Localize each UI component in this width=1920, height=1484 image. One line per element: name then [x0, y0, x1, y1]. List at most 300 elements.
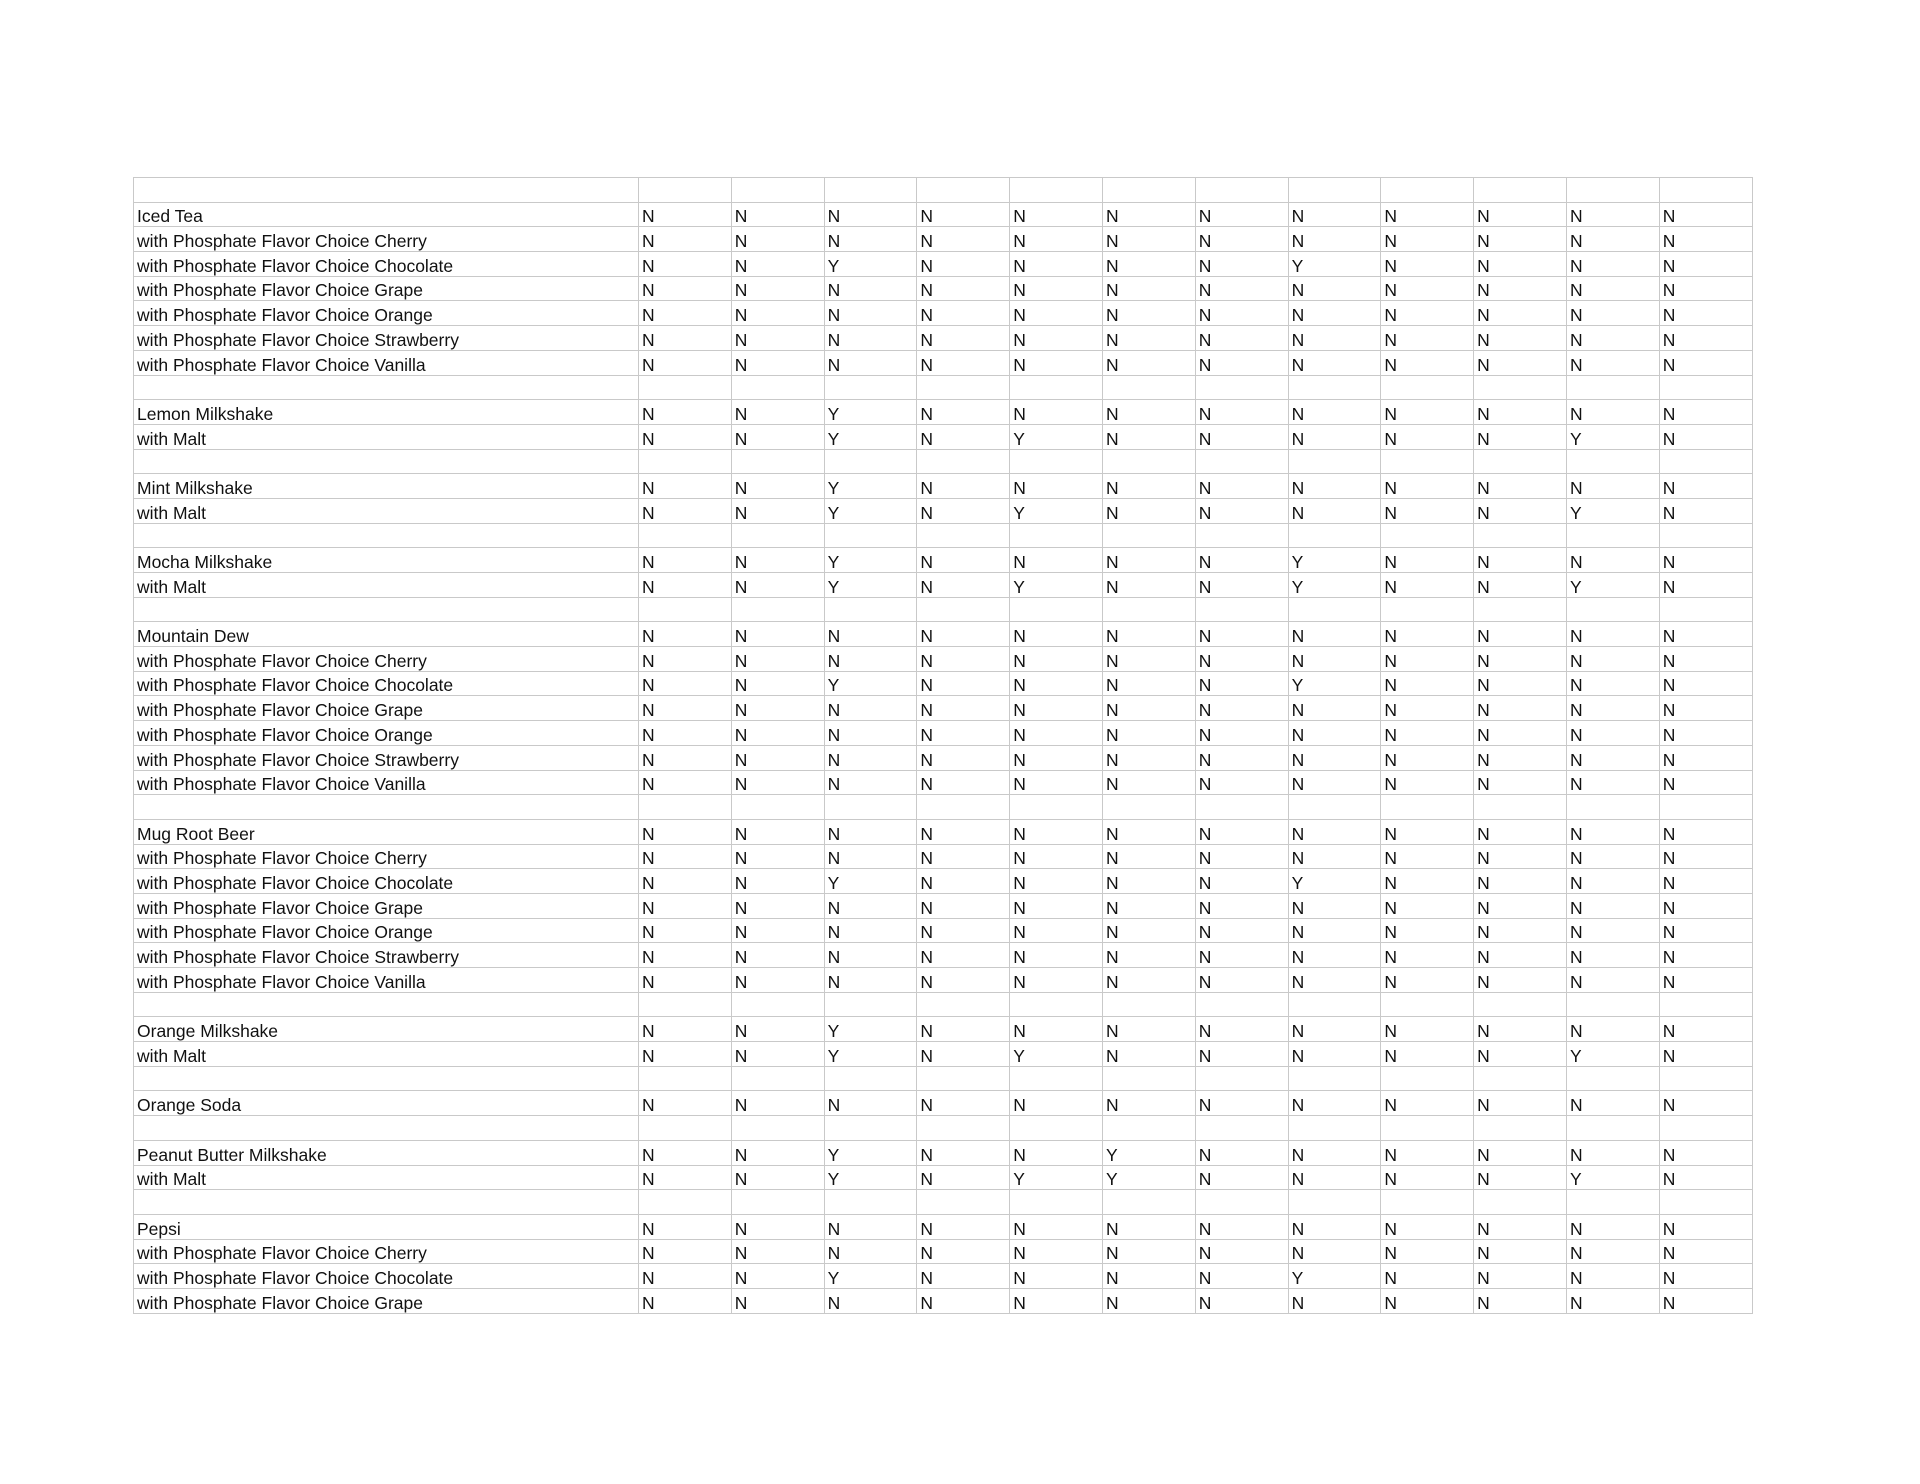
flag-cell: N: [1288, 1239, 1381, 1264]
flag-cell: N: [1195, 745, 1288, 770]
flag-cell: N: [1474, 1288, 1567, 1313]
flag-cell: N: [917, 622, 1010, 647]
flag-cell: N: [1566, 400, 1659, 425]
flag-cell: [1659, 1116, 1752, 1141]
flag-cell: N: [731, 424, 824, 449]
flag-cell: N: [1381, 943, 1474, 968]
flag-cell: [1288, 375, 1381, 400]
flag-cell: [1195, 1066, 1288, 1091]
flag-cell: [1010, 375, 1103, 400]
flag-cell: N: [1288, 745, 1381, 770]
flag-cell: [1010, 795, 1103, 820]
flag-cell: N: [1195, 400, 1288, 425]
flag-cell: N: [1288, 943, 1381, 968]
flag-cell: N: [731, 474, 824, 499]
flag-cell: N: [1381, 671, 1474, 696]
flag-cell: N: [1381, 893, 1474, 918]
item-name-cell: [134, 795, 639, 820]
flag-cell: N: [917, 301, 1010, 326]
table-row: [134, 968, 1753, 993]
spreadsheet-body: [134, 178, 1753, 1314]
flag-cell: [917, 992, 1010, 1017]
flag-cell: [824, 992, 917, 1017]
table-row: [134, 400, 1753, 425]
flag-cell: [1195, 992, 1288, 1017]
flag-cell: N: [1102, 918, 1195, 943]
flag-cell: N: [1381, 844, 1474, 869]
flag-cell: N: [731, 893, 824, 918]
flag-cell: [639, 375, 732, 400]
blank-row: [134, 375, 1753, 400]
flag-cell: N: [824, 819, 917, 844]
flag-cell: [1474, 597, 1567, 622]
flag-cell: [1102, 992, 1195, 1017]
flag-cell: N: [917, 400, 1010, 425]
flag-cell: N: [917, 1091, 1010, 1116]
table-row: [134, 1239, 1753, 1264]
flag-cell: N: [1010, 548, 1103, 573]
flag-cell: N: [1381, 573, 1474, 598]
flag-cell: N: [1102, 498, 1195, 523]
flag-cell: [1566, 178, 1659, 203]
table-row: [134, 1091, 1753, 1116]
blank-row: [134, 597, 1753, 622]
flag-cell: N: [1288, 498, 1381, 523]
flag-cell: N: [1288, 276, 1381, 301]
flag-cell: N: [1566, 696, 1659, 721]
flag-cell: Y: [1102, 1140, 1195, 1165]
flag-cell: N: [1566, 326, 1659, 351]
flag-cell: N: [731, 1165, 824, 1190]
flag-cell: N: [1010, 869, 1103, 894]
flag-cell: N: [1474, 1091, 1567, 1116]
flag-cell: N: [1659, 573, 1752, 598]
item-name-cell: with Phosphate Flavor Choice Grape: [134, 276, 639, 301]
flag-cell: N: [1474, 548, 1567, 573]
flag-cell: N: [1195, 573, 1288, 598]
flag-cell: N: [824, 918, 917, 943]
flag-cell: N: [1659, 671, 1752, 696]
table-row: [134, 696, 1753, 721]
flag-cell: N: [639, 1214, 732, 1239]
flag-cell: N: [731, 301, 824, 326]
flag-cell: N: [1381, 202, 1474, 227]
flag-cell: N: [1474, 1017, 1567, 1042]
flag-cell: N: [1102, 1214, 1195, 1239]
flag-cell: [1010, 1116, 1103, 1141]
flag-cell: N: [1010, 474, 1103, 499]
flag-cell: [1659, 1066, 1752, 1091]
flag-cell: N: [1381, 498, 1474, 523]
flag-cell: [1010, 597, 1103, 622]
flag-cell: N: [917, 1042, 1010, 1067]
item-name-cell: Mint Milkshake: [134, 474, 639, 499]
flag-cell: [1010, 449, 1103, 474]
flag-cell: N: [1195, 202, 1288, 227]
flag-cell: [731, 795, 824, 820]
flag-cell: Y: [824, 671, 917, 696]
blank-row: [134, 178, 1753, 203]
flag-cell: N: [1474, 844, 1567, 869]
flag-cell: N: [639, 202, 732, 227]
flag-cell: N: [1566, 1091, 1659, 1116]
table-row: [134, 1288, 1753, 1313]
flag-cell: N: [1381, 745, 1474, 770]
flag-cell: N: [1659, 326, 1752, 351]
flag-cell: N: [917, 1214, 1010, 1239]
flag-cell: [1381, 795, 1474, 820]
table-row: [134, 252, 1753, 277]
flag-cell: [1566, 597, 1659, 622]
flag-cell: N: [1102, 869, 1195, 894]
flag-cell: N: [1195, 276, 1288, 301]
flag-cell: N: [1102, 326, 1195, 351]
flag-cell: [639, 795, 732, 820]
flag-cell: N: [639, 400, 732, 425]
flag-cell: Y: [824, 1042, 917, 1067]
flag-cell: [824, 597, 917, 622]
flag-cell: N: [1195, 326, 1288, 351]
flag-cell: N: [1010, 350, 1103, 375]
flag-cell: N: [1659, 1264, 1752, 1289]
flag-cell: Y: [1566, 1165, 1659, 1190]
blank-row: [134, 523, 1753, 548]
flag-cell: N: [824, 227, 917, 252]
flag-cell: N: [1381, 696, 1474, 721]
flag-cell: N: [917, 671, 1010, 696]
flag-cell: [917, 1116, 1010, 1141]
flag-cell: N: [824, 1214, 917, 1239]
flag-cell: N: [731, 696, 824, 721]
flag-cell: N: [1381, 647, 1474, 672]
flag-cell: N: [1195, 696, 1288, 721]
flag-cell: [639, 523, 732, 548]
flag-cell: [1010, 178, 1103, 203]
flag-cell: N: [639, 918, 732, 943]
item-name-cell: with Phosphate Flavor Choice Chocolate: [134, 671, 639, 696]
flag-cell: N: [1102, 745, 1195, 770]
item-name-cell: with Malt: [134, 573, 639, 598]
flag-cell: [1195, 597, 1288, 622]
flag-cell: N: [1288, 893, 1381, 918]
flag-cell: Y: [824, 424, 917, 449]
flag-cell: [1102, 1066, 1195, 1091]
flag-cell: N: [1010, 1017, 1103, 1042]
flag-cell: N: [824, 1288, 917, 1313]
flag-cell: N: [917, 647, 1010, 672]
flag-cell: N: [1195, 1288, 1288, 1313]
flag-cell: N: [824, 301, 917, 326]
table-row: [134, 301, 1753, 326]
item-name-cell: Peanut Butter Milkshake: [134, 1140, 639, 1165]
flag-cell: [1195, 375, 1288, 400]
flag-cell: N: [1659, 1288, 1752, 1313]
flag-cell: [1381, 597, 1474, 622]
item-name-cell: with Phosphate Flavor Choice Cherry: [134, 647, 639, 672]
flag-cell: N: [731, 1042, 824, 1067]
flag-cell: N: [824, 770, 917, 795]
flag-cell: Y: [824, 252, 917, 277]
item-name-cell: Orange Milkshake: [134, 1017, 639, 1042]
blank-row: [134, 449, 1753, 474]
flag-cell: N: [1566, 943, 1659, 968]
flag-cell: N: [639, 671, 732, 696]
flag-cell: N: [1102, 622, 1195, 647]
flag-cell: [1010, 1066, 1103, 1091]
flag-cell: N: [1010, 1091, 1103, 1116]
blank-row: [134, 992, 1753, 1017]
flag-cell: Y: [824, 1017, 917, 1042]
item-name-cell: with Phosphate Flavor Choice Cherry: [134, 844, 639, 869]
flag-cell: Y: [1010, 424, 1103, 449]
flag-cell: N: [824, 1239, 917, 1264]
flag-cell: N: [1195, 548, 1288, 573]
table-row: [134, 350, 1753, 375]
flag-cell: N: [1659, 745, 1752, 770]
spreadsheet-table: [133, 177, 1753, 1314]
flag-cell: N: [824, 893, 917, 918]
flag-cell: N: [1288, 721, 1381, 746]
item-name-cell: with Phosphate Flavor Choice Cherry: [134, 1239, 639, 1264]
flag-cell: N: [1288, 350, 1381, 375]
flag-cell: N: [1566, 1288, 1659, 1313]
flag-cell: [1566, 1066, 1659, 1091]
flag-cell: Y: [824, 1140, 917, 1165]
item-name-cell: [134, 1190, 639, 1215]
flag-cell: N: [1474, 1042, 1567, 1067]
flag-cell: N: [639, 474, 732, 499]
flag-cell: [1474, 795, 1567, 820]
item-name-cell: with Phosphate Flavor Choice Chocolate: [134, 1264, 639, 1289]
flag-cell: N: [1381, 276, 1474, 301]
item-name-cell: with Phosphate Flavor Choice Grape: [134, 696, 639, 721]
blank-row: [134, 1066, 1753, 1091]
flag-cell: N: [1010, 844, 1103, 869]
flag-cell: N: [824, 1091, 917, 1116]
flag-cell: [731, 992, 824, 1017]
flag-cell: N: [1474, 968, 1567, 993]
flag-cell: Y: [1010, 498, 1103, 523]
flag-cell: N: [1474, 276, 1567, 301]
flag-cell: N: [1195, 844, 1288, 869]
item-name-cell: Mountain Dew: [134, 622, 639, 647]
table-row: [134, 1140, 1753, 1165]
flag-cell: N: [824, 696, 917, 721]
flag-cell: N: [639, 1042, 732, 1067]
flag-cell: N: [1474, 745, 1567, 770]
flag-cell: N: [1566, 745, 1659, 770]
flag-cell: N: [731, 227, 824, 252]
flag-cell: Y: [1288, 671, 1381, 696]
flag-cell: N: [1381, 918, 1474, 943]
flag-cell: N: [639, 696, 732, 721]
flag-cell: N: [731, 1264, 824, 1289]
flag-cell: Y: [1566, 1042, 1659, 1067]
flag-cell: N: [639, 1264, 732, 1289]
flag-cell: N: [731, 1140, 824, 1165]
flag-cell: N: [639, 1017, 732, 1042]
flag-cell: N: [1381, 770, 1474, 795]
blank-row: [134, 1116, 1753, 1141]
flag-cell: [824, 1190, 917, 1215]
item-name-cell: with Phosphate Flavor Choice Vanilla: [134, 350, 639, 375]
flag-cell: N: [1474, 943, 1567, 968]
item-name-cell: with Phosphate Flavor Choice Strawberry: [134, 943, 639, 968]
item-name-cell: with Phosphate Flavor Choice Chocolate: [134, 252, 639, 277]
flag-cell: N: [731, 1288, 824, 1313]
flag-cell: [824, 449, 917, 474]
flag-cell: N: [917, 252, 1010, 277]
flag-cell: N: [917, 1239, 1010, 1264]
flag-cell: N: [639, 424, 732, 449]
flag-cell: N: [1381, 819, 1474, 844]
flag-cell: [731, 597, 824, 622]
flag-cell: N: [1474, 819, 1567, 844]
flag-cell: N: [731, 721, 824, 746]
flag-cell: N: [917, 696, 1010, 721]
flag-cell: N: [639, 1140, 732, 1165]
item-name-cell: [134, 523, 639, 548]
flag-cell: N: [1010, 968, 1103, 993]
table-row: [134, 276, 1753, 301]
table-row: [134, 424, 1753, 449]
flag-cell: N: [1102, 1288, 1195, 1313]
flag-cell: N: [917, 1165, 1010, 1190]
flag-cell: N: [1288, 1017, 1381, 1042]
flag-cell: Y: [824, 1264, 917, 1289]
flag-cell: Y: [1566, 498, 1659, 523]
item-name-cell: with Phosphate Flavor Choice Vanilla: [134, 968, 639, 993]
flag-cell: N: [1010, 227, 1103, 252]
item-name-cell: with Phosphate Flavor Choice Cherry: [134, 227, 639, 252]
item-name-cell: with Phosphate Flavor Choice Chocolate: [134, 869, 639, 894]
item-name-cell: with Phosphate Flavor Choice Strawberry: [134, 745, 639, 770]
flag-cell: Y: [1288, 548, 1381, 573]
flag-cell: Y: [1102, 1165, 1195, 1190]
flag-cell: N: [1102, 844, 1195, 869]
flag-cell: N: [1381, 1042, 1474, 1067]
flag-cell: N: [1195, 1165, 1288, 1190]
item-name-cell: with Malt: [134, 1042, 639, 1067]
flag-cell: N: [1566, 869, 1659, 894]
flag-cell: [1659, 795, 1752, 820]
flag-cell: N: [1102, 276, 1195, 301]
flag-cell: N: [731, 968, 824, 993]
flag-cell: N: [917, 1140, 1010, 1165]
flag-cell: N: [1659, 498, 1752, 523]
flag-cell: [824, 523, 917, 548]
flag-cell: N: [824, 968, 917, 993]
flag-cell: N: [731, 844, 824, 869]
flag-cell: Y: [824, 498, 917, 523]
flag-cell: N: [1474, 1165, 1567, 1190]
flag-cell: N: [731, 548, 824, 573]
flag-cell: N: [1195, 671, 1288, 696]
flag-cell: [1381, 992, 1474, 1017]
flag-cell: N: [639, 252, 732, 277]
flag-cell: N: [1474, 350, 1567, 375]
flag-cell: [731, 178, 824, 203]
flag-cell: N: [1474, 671, 1567, 696]
flag-cell: Y: [1010, 1165, 1103, 1190]
table-row: [134, 498, 1753, 523]
item-name-cell: with Malt: [134, 498, 639, 523]
flag-cell: N: [824, 844, 917, 869]
flag-cell: N: [1288, 1288, 1381, 1313]
flag-cell: [1102, 1116, 1195, 1141]
table-row: [134, 671, 1753, 696]
flag-cell: N: [1659, 721, 1752, 746]
flag-cell: N: [824, 622, 917, 647]
flag-cell: N: [731, 869, 824, 894]
flag-cell: [917, 795, 1010, 820]
flag-cell: [1102, 1190, 1195, 1215]
flag-cell: N: [1010, 893, 1103, 918]
item-name-cell: [134, 1116, 639, 1141]
flag-cell: N: [824, 745, 917, 770]
table-row: [134, 474, 1753, 499]
flag-cell: [639, 449, 732, 474]
flag-cell: N: [1474, 1264, 1567, 1289]
flag-cell: N: [1010, 745, 1103, 770]
flag-cell: [1659, 597, 1752, 622]
flag-cell: [917, 597, 1010, 622]
flag-cell: N: [917, 424, 1010, 449]
flag-cell: N: [1195, 227, 1288, 252]
flag-cell: N: [1195, 1042, 1288, 1067]
flag-cell: [1381, 375, 1474, 400]
item-name-cell: Lemon Milkshake: [134, 400, 639, 425]
flag-cell: N: [1102, 968, 1195, 993]
flag-cell: [1381, 178, 1474, 203]
flag-cell: N: [1659, 893, 1752, 918]
flag-cell: N: [639, 1239, 732, 1264]
table-row: [134, 1214, 1753, 1239]
flag-cell: [639, 992, 732, 1017]
flag-cell: N: [1474, 498, 1567, 523]
flag-cell: N: [731, 498, 824, 523]
flag-cell: N: [1566, 1264, 1659, 1289]
flag-cell: [731, 1066, 824, 1091]
flag-cell: Y: [1288, 252, 1381, 277]
flag-cell: N: [731, 326, 824, 351]
flag-cell: N: [1659, 424, 1752, 449]
flag-cell: N: [1659, 869, 1752, 894]
flag-cell: N: [1474, 252, 1567, 277]
flag-cell: N: [1381, 1017, 1474, 1042]
flag-cell: N: [1010, 400, 1103, 425]
flag-cell: [1381, 1066, 1474, 1091]
flag-cell: N: [1195, 918, 1288, 943]
flag-cell: N: [1195, 474, 1288, 499]
flag-cell: N: [1102, 474, 1195, 499]
flag-cell: N: [1474, 474, 1567, 499]
flag-cell: N: [1659, 622, 1752, 647]
flag-cell: [1102, 523, 1195, 548]
flag-cell: N: [1381, 1091, 1474, 1116]
flag-cell: Y: [824, 869, 917, 894]
flag-cell: N: [1659, 943, 1752, 968]
flag-cell: N: [1474, 869, 1567, 894]
flag-cell: N: [1102, 647, 1195, 672]
flag-cell: N: [1010, 696, 1103, 721]
flag-cell: [1102, 178, 1195, 203]
flag-cell: [1474, 178, 1567, 203]
flag-cell: N: [1566, 671, 1659, 696]
flag-cell: N: [917, 1017, 1010, 1042]
flag-cell: [824, 1116, 917, 1141]
flag-cell: N: [824, 202, 917, 227]
